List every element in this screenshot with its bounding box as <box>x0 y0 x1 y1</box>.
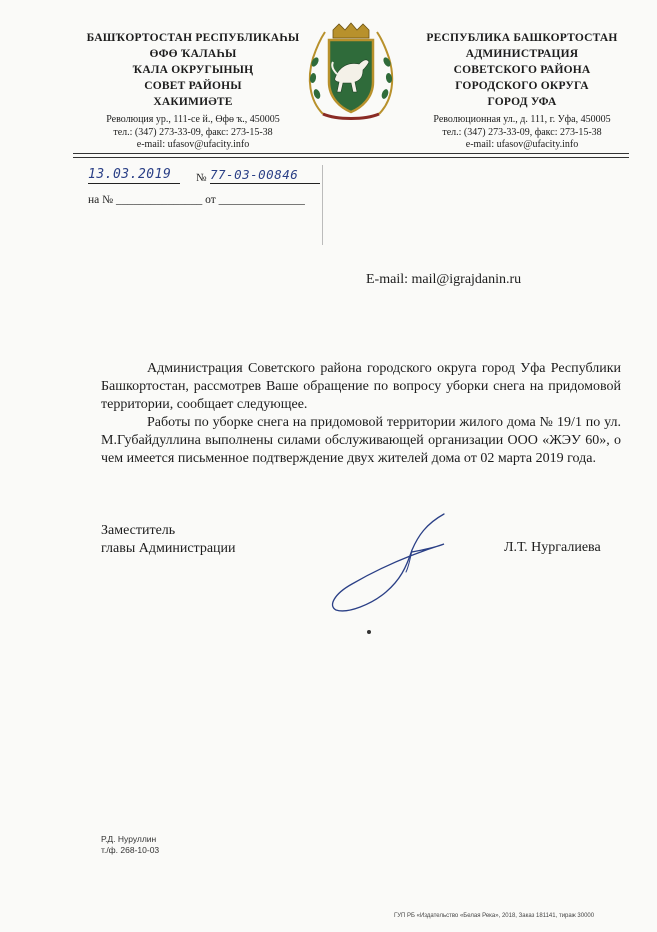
executor-name: Р.Д. Нуруллин <box>101 834 157 844</box>
header-left-address: Революция ур., 111-се й., Өфө ҡ., 450005 <box>106 114 280 125</box>
body-paragraph: Работы по уборке снега на придомовой территории жилого дома № 19/1 по ул. М.Губайдуллина выполнены силами обслуживающей организации ООО «ЖЭУ 60», о чем имеется письменное подтверждение двух жителей дома от 02 марта 2019 года. <box>101 415 621 466</box>
header-left-line: СОВЕТ РАЙОНЫ <box>144 80 242 92</box>
header-left-email: e-mail: ufasov@ufacity.info <box>136 139 250 150</box>
header-divider-thick <box>73 153 629 154</box>
header-left-bashkir <box>73 30 313 110</box>
reference-line: на № _______________ от _______________ <box>88 194 305 206</box>
header-divider-thin <box>73 157 629 158</box>
header-right-line: ГОРОДСКОГО ОКРУГА <box>455 80 589 92</box>
header-right-address-block <box>402 114 642 152</box>
fold-mark-line <box>322 165 323 245</box>
header-right-email: e-mail: ufasov@ufacity.info <box>465 139 579 150</box>
registration-date-underline <box>88 183 180 184</box>
ink-dot <box>367 630 371 634</box>
letter-body <box>101 360 621 468</box>
header-left-line: БАШҠОРТОСТАН РЕСПУБЛИКАҺЫ <box>86 32 300 44</box>
header-right-line: СОВЕТСКОГО РАЙОНА <box>453 64 591 76</box>
registration-date: 13.03.2019 <box>88 167 172 182</box>
header-left-line: ҠАЛА ОКРУГЫНЫҢ <box>132 64 254 76</box>
header-right-line: РЕСПУБЛИКА БАШКОРТОСТАН <box>426 32 618 44</box>
ufa-coat-of-arms-icon <box>303 22 399 122</box>
header-left-line: ӨФӨ ҠАЛАҺЫ <box>149 48 237 60</box>
handwritten-signature <box>326 510 456 620</box>
header-right-russian <box>402 30 642 110</box>
signatory-name: Л.Т. Нургалиева <box>504 540 601 555</box>
header-right-phone: тел.: (347) 273-33-09, факс: 273-15-38 <box>442 126 602 138</box>
header-left-line: ХАКИМИӘТЕ <box>153 96 233 108</box>
header-left-address-block <box>73 114 313 152</box>
signatory-title <box>101 522 236 558</box>
recipient-email: E-mail: mail@igrajdanin.ru <box>366 272 522 287</box>
registration-number-underline <box>210 183 320 184</box>
header-right-line: АДМИНИСТРАЦИЯ <box>465 48 579 60</box>
printer-imprint: ГУП РБ «Издательство «Белая Река», 2018, Заказ 181141, тираж 30000 <box>394 913 595 919</box>
body-paragraph: Администрация Советского района городского округа город Уфа Республики Башкортостан, рассмотрев Ваше обращение по вопросу уборки снега на придомовой территории, сообщает следующее. <box>101 361 621 412</box>
registration-number-prefix: № <box>196 172 207 184</box>
registration-number: 77-03-00846 <box>210 167 299 182</box>
executor-phone: т./ф. 268-10-03 <box>101 845 160 855</box>
executor-info <box>101 834 159 856</box>
signatory-title-line1: Заместитель <box>101 523 176 538</box>
header-left-phone: тел.: (347) 273-33-09, факс: 273-15-38 <box>113 126 273 138</box>
signatory-title-line2: главы Администрации <box>101 541 236 556</box>
header-right-address: Революционная ул., д. 111, г. Уфа, 450005 <box>433 114 611 125</box>
header-right-line: ГОРОД УФА <box>487 96 557 108</box>
